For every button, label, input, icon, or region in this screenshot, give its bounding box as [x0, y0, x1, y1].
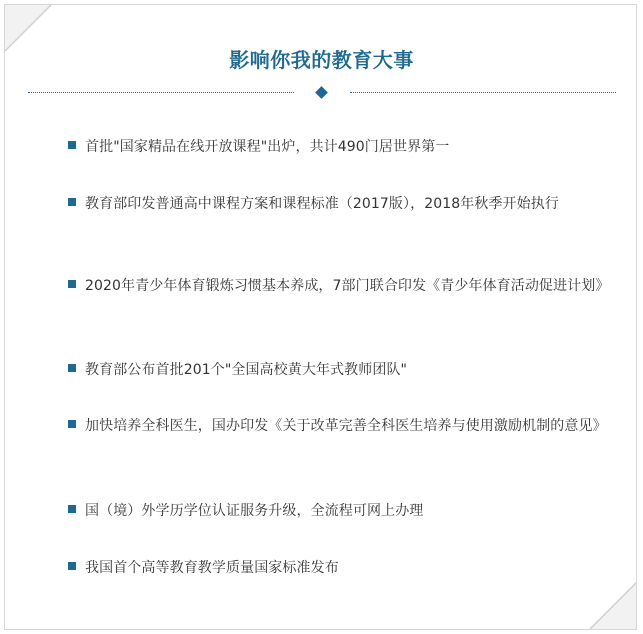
square-bullet-icon: [68, 420, 76, 428]
list-item-text: 教育部印发普通高中课程方案和课程标准（2017版），2018年秋季开始执行: [85, 196, 559, 212]
page-title: 影响你我的教育大事: [229, 48, 414, 72]
list-item: [38, 358, 616, 382]
divider-line-left: [28, 92, 294, 93]
list-item-text: 我国首个高等教育教学质量国家标准发布: [85, 560, 339, 576]
square-bullet-icon: [68, 198, 76, 206]
list-item: [38, 414, 616, 438]
list-item: [38, 274, 616, 298]
list-item: [38, 499, 616, 523]
list-item-text: 2020年青少年体育锻炼习惯基本养成，7部门联合印发《青少年体育活动促进计划》: [85, 278, 610, 294]
square-bullet-icon: [68, 562, 76, 570]
list-item-text: 加快培养全科医生，国办印发《关于改革完善全科医生培养与使用激励机制的意见》: [85, 418, 607, 434]
title-divider: [28, 86, 616, 100]
list-item-text: 教育部公布首批201个"全国高校黄大年式教师团队": [85, 362, 408, 378]
square-bullet-icon: [68, 505, 76, 513]
list-item-text: 国（境）外学历学位认证服务升级，全流程可网上办理: [85, 503, 424, 519]
square-bullet-icon: [68, 280, 76, 288]
list-item: [38, 192, 616, 216]
list-item-text: 首批"国家精品在线开放课程"出炉，共计490门居世界第一: [85, 139, 450, 155]
square-bullet-icon: [68, 141, 76, 149]
diamond-icon: [315, 86, 328, 99]
list-item: [38, 135, 616, 159]
list-item: [38, 556, 616, 580]
divider-line-right: [350, 92, 616, 93]
square-bullet-icon: [68, 364, 76, 372]
